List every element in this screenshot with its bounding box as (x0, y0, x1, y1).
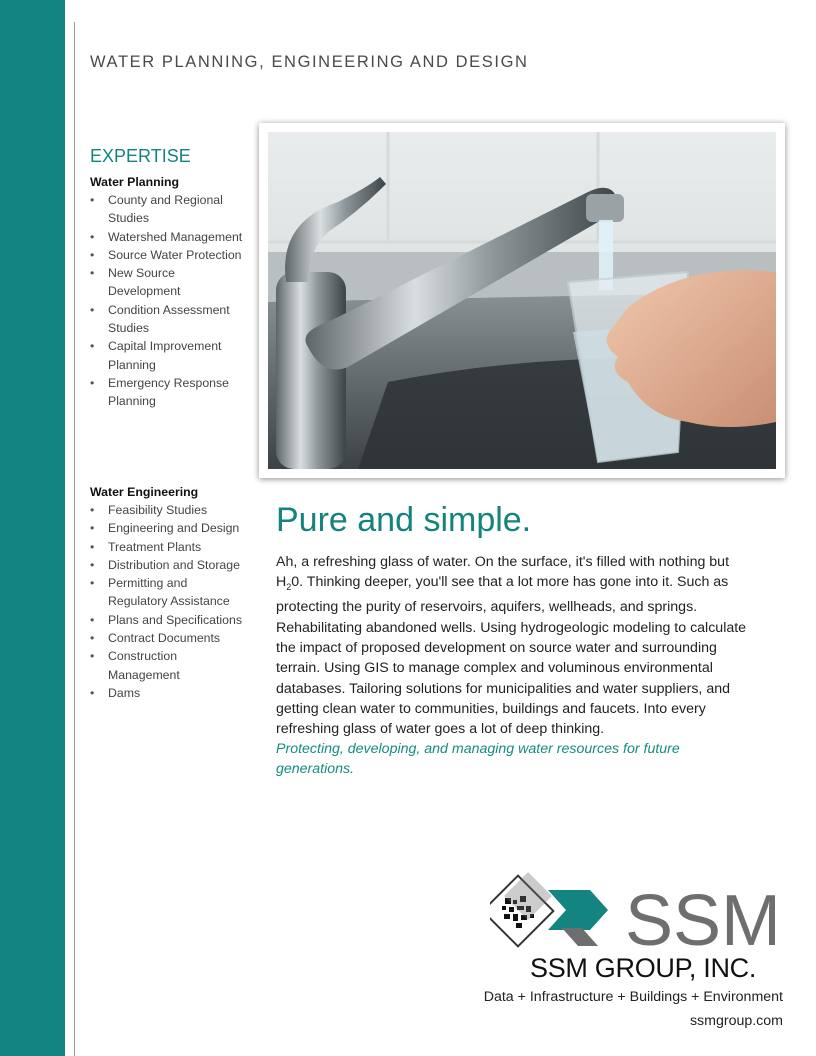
list-item: • Emergency Response Planning (90, 374, 250, 411)
faucet-photo (259, 123, 785, 478)
body-paragraph (276, 552, 756, 740)
list-item: • Capital Improvement Planning (90, 337, 250, 374)
water-planning-section (90, 175, 250, 411)
company-name: SSM GROUP, INC. (530, 953, 757, 983)
headline: Pure and simple. (276, 501, 532, 539)
website-link[interactable]: ssmgroup.com (689, 1013, 783, 1029)
list-item: • Dams (90, 684, 250, 702)
faucet-glass-illustration (268, 132, 776, 469)
list-item: • Plans and Specifications (90, 611, 250, 629)
water-engineering-section (90, 485, 250, 702)
body-text-part: 0. Thinking deeper, you'll see that a lot more has gone into it. Such as protecting the purity of reservoirs, aquifers, wellheads, and springs. Rehabilitating abandoned wells. Using hydrogeologic modeling to calculate the impact of proposed development on source water and surrounding terrain. Using GIS to manage complex and voluminous environmental databases. Tailoring solutions for municipalities and water suppliers, and getting clean water to communities, buildings and faucets. Into every refreshing glass of water goes a lot of deep thinking. (276, 574, 747, 738)
water-planning-heading: Water Planning (90, 175, 180, 189)
teal-side-bar (0, 0, 65, 1056)
water-engineering-heading: Water Engineering (90, 485, 199, 499)
list-item: • New Source Development (90, 264, 250, 301)
list-item: • Feasibility Studies (90, 501, 250, 519)
page-title: WATER PLANNING, ENGINEERING AND DESIGN (90, 53, 529, 71)
water-planning-list (90, 191, 250, 411)
list-item: • Construction Management (90, 647, 250, 684)
list-item: • Permitting and Regulatory Assistance (90, 574, 250, 611)
vertical-divider (74, 22, 75, 1056)
ssm-logo (490, 870, 775, 955)
services-line: Data + Infrastructure + Buildings + Environment (483, 989, 783, 1005)
subscript-two: 2 (286, 582, 292, 593)
list-item: • Distribution and Storage (90, 556, 250, 574)
list-item: • Treatment Plants (90, 538, 250, 556)
list-item: • Watershed Management (90, 228, 250, 246)
logo-mark (490, 870, 775, 950)
list-item: • Condition Assessment Studies (90, 301, 250, 338)
water-engineering-list (90, 501, 250, 702)
list-item: • County and Regional Studies (90, 191, 250, 228)
expertise-heading: EXPERTISE (90, 146, 191, 166)
body-text-part: Ah, a refreshing glass of water. On the surface, it's filled with nothing but H (276, 554, 730, 591)
list-item: • Source Water Protection (90, 246, 250, 264)
list-item: • Contract Documents (90, 629, 250, 647)
tagline: Protecting, developing, and managing water resources for future generations. (276, 741, 680, 778)
logo-wordmark: SSM (625, 881, 775, 950)
list-item: • Engineering and Design (90, 519, 250, 537)
